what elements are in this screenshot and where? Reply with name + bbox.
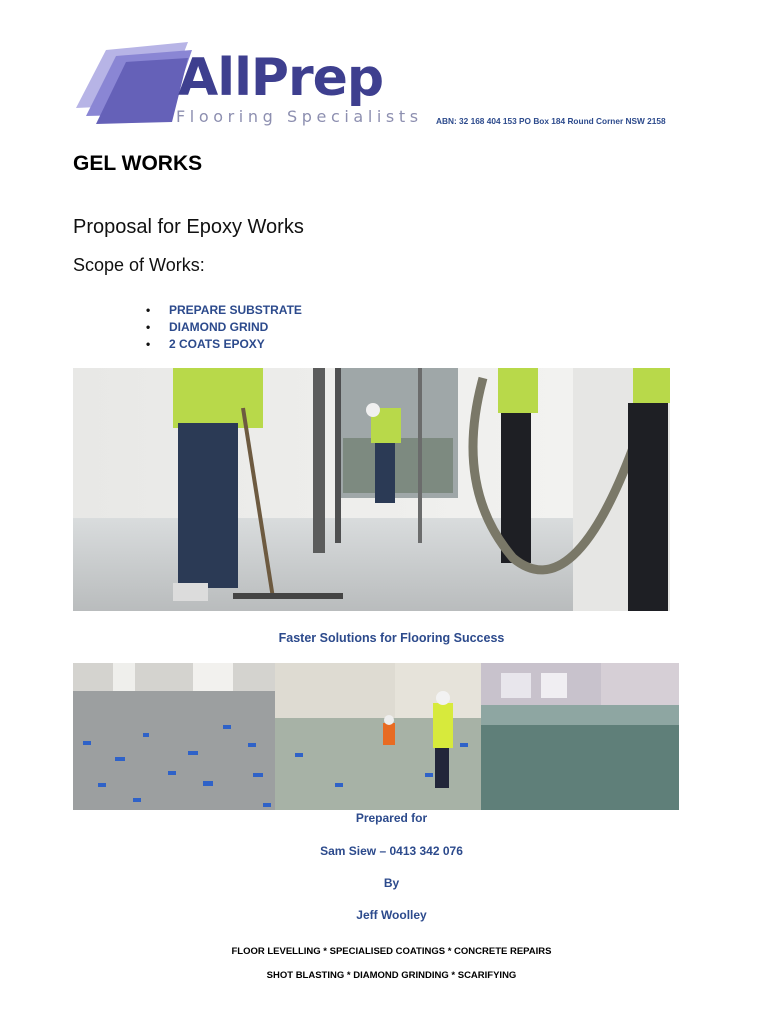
bullet-icon: • (146, 303, 151, 317)
allprep-logo-mark (72, 42, 192, 124)
workers-epoxy-photo (73, 368, 670, 611)
client-contact: Sam Siew – 0413 342 076 (320, 844, 463, 858)
scope-item: • PREPARE SUBSTRATE (146, 303, 302, 317)
finished-epoxy-floor-photo (481, 663, 679, 810)
scope-item: • 2 COATS EPOXY (146, 337, 265, 351)
proposal-title: Proposal for Epoxy Works (73, 216, 304, 238)
scope-heading: Scope of Works: (73, 255, 205, 275)
author-name: Jeff Woolley (356, 908, 427, 922)
scope-item: • DIAMOND GRIND (146, 320, 269, 334)
ground-floor-photo (73, 663, 275, 810)
logo-wordmark: AllPrep (178, 48, 384, 108)
services-line-2: SHOT BLASTING * DIAMOND GRINDING * SCARIFYING (266, 970, 517, 981)
logo-tagline: Flooring Specialists (176, 107, 423, 126)
levelling-workers-photo (275, 663, 481, 810)
by-label: By (383, 876, 400, 890)
abn-address-line: ABN: 32 168 404 153 PO Box 184 Round Corner NSW 2158 (436, 116, 666, 126)
services-line-1: FLOOR LEVELLING * SPECIALISED COATINGS * CONCRETE REPAIRS (231, 946, 552, 957)
scope-list (146, 302, 302, 353)
bullet-icon: • (146, 337, 151, 351)
tagline: Faster Solutions for Flooring Success (278, 631, 505, 645)
client-title: GEL WORKS (73, 152, 203, 175)
bullet-icon: • (146, 320, 151, 334)
prepared-for-label: Prepared for (355, 811, 428, 825)
